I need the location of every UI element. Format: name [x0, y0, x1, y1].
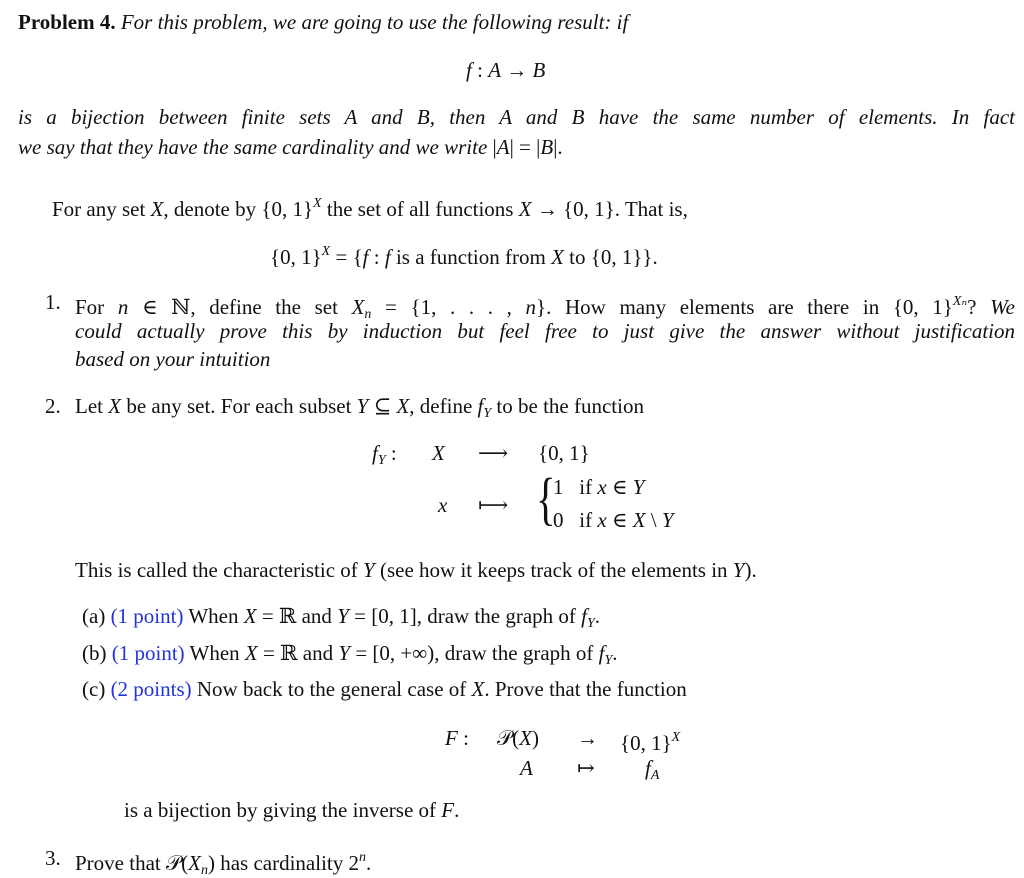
text-segment: ⊆ [368, 394, 397, 418]
text-segment: ) has cardinality 2 [207, 851, 359, 875]
text-segment: n [364, 307, 372, 322]
text-segment: For [75, 295, 118, 319]
text-segment: B [532, 58, 546, 82]
text-segment: we say that they have the same cardinality and we write [18, 135, 493, 159]
text-segment: {0, 1} [620, 731, 672, 755]
text-segment: f [581, 604, 587, 628]
text-segment: X [432, 441, 445, 465]
fy-domain [432, 440, 445, 466]
fy-mapsto [478, 492, 508, 518]
text-segment: X [243, 604, 257, 628]
text-segment: Y [337, 604, 349, 628]
text-segment: f [466, 58, 472, 82]
text-segment: Y [587, 616, 595, 631]
text-segment: ⟶ [478, 441, 509, 465]
text-segment: n [525, 295, 537, 319]
text-segment: For any set [52, 197, 151, 221]
text-segment: = ℝ and [256, 604, 338, 628]
part-a [82, 603, 600, 637]
text-segment: |. [553, 135, 563, 159]
question-1-number [45, 289, 61, 315]
text-segment: A [520, 756, 533, 780]
text-segment: This is called the characteristic of [75, 558, 364, 582]
F-image [645, 755, 659, 789]
text-segment: When [183, 604, 244, 628]
text-segment: A [488, 58, 502, 82]
text-segment: f [477, 394, 484, 418]
text-segment: f [372, 441, 378, 465]
text-segment: : [385, 441, 397, 465]
question-2-text [75, 393, 644, 427]
F-name [445, 725, 469, 751]
fy-name [372, 440, 397, 474]
text-segment: : [368, 245, 385, 269]
text-segment: Let [75, 394, 109, 418]
text-segment: → [577, 726, 598, 750]
text-segment: x [438, 493, 448, 517]
definition-text [52, 191, 688, 222]
text-segment: 2. [45, 394, 61, 418]
intro-line-3 [18, 134, 563, 160]
text-segment: (a) [82, 604, 111, 628]
text-segment: is a bijection between finite sets A and B, then A and B have the same number of elements. In fact [18, 105, 1015, 129]
text-segment: to be the function [491, 394, 644, 418]
part-b [82, 640, 618, 674]
point-value: (1 point) [110, 604, 184, 628]
characteristic-text [75, 557, 757, 583]
text-segment: When [184, 641, 245, 665]
text-segment: {0, 1} [270, 245, 322, 269]
text-segment: be any set. For each subset [121, 394, 357, 418]
text-segment: { [536, 466, 556, 531]
text-segment: f [598, 641, 605, 665]
bijection-formula [466, 57, 545, 83]
text-segment: 1. [45, 290, 61, 314]
text-segment: Y [632, 475, 645, 499]
text-segment: (c) [82, 677, 111, 701]
text-segment: x [597, 475, 607, 499]
text-segment: Y [363, 558, 375, 582]
text-segment: X [671, 730, 681, 745]
point-value: (1 point) [111, 641, 185, 665]
text-segment: n [117, 295, 129, 319]
text-segment: X [396, 394, 410, 418]
text-segment: Prove that 𝒫( [75, 851, 189, 875]
text-segment: Y [604, 653, 613, 668]
F-arrow [577, 725, 598, 751]
text-segment: X [321, 244, 331, 259]
inverse-text [124, 797, 459, 823]
text-segment: = ℝ and [257, 641, 339, 665]
text-segment: . [454, 798, 460, 822]
intro-line-2 [18, 104, 1015, 130]
text-segment: Y [356, 394, 369, 418]
text-segment: ∈ [606, 475, 633, 499]
text-segment: ↦ [577, 756, 595, 780]
point-value: (2 points) [110, 677, 192, 701]
F-var [520, 755, 533, 781]
text-segment: {0, 1} [538, 441, 590, 465]
F-codomain [620, 725, 680, 756]
text-segment: to {0, 1}}. [563, 245, 658, 269]
text-segment: X [471, 677, 485, 701]
text-segment: ? [967, 295, 991, 319]
text-segment: X [108, 394, 122, 418]
F-domain [497, 725, 539, 751]
text-segment: Y [732, 558, 745, 582]
text-segment: ) [531, 726, 539, 750]
text-segment: F [445, 726, 458, 750]
text-segment: | [492, 135, 497, 159]
question-3-text [75, 845, 371, 878]
text-segment: (b) [82, 641, 112, 665]
text-segment: X [518, 197, 532, 221]
text-segment: }. How many elements are there in {0, 1} [536, 295, 953, 319]
fy-case-1 [553, 474, 644, 500]
text-segment: F [441, 798, 455, 822]
text-segment: Xₙ [952, 294, 968, 309]
text-segment: . [594, 604, 601, 628]
text-segment: 0 if [553, 508, 598, 532]
text-segment: , define [409, 394, 478, 418]
fy-arrow [478, 440, 508, 466]
fy-codomain [538, 440, 590, 466]
text-segment: X [551, 245, 564, 269]
text-segment: X [519, 726, 532, 750]
text-segment: is a bijection by giving the inverse of [124, 798, 442, 822]
text-segment: For this problem, we are going to use the following result: if [115, 10, 629, 34]
text-segment: Problem 4. [18, 10, 116, 34]
text-segment: the set of all functions [321, 197, 519, 221]
text-segment: Y [377, 453, 386, 468]
text-segment: = [0, 1], draw the graph of [348, 604, 582, 628]
text-segment: B [540, 135, 554, 159]
text-segment: | = | [509, 135, 541, 159]
text-segment: = {1, . . . , [371, 295, 526, 319]
fy-case-2 [553, 507, 674, 533]
text-segment: → {0, 1}. That is, [531, 197, 688, 221]
text-segment: ∈ ℕ, define the set [128, 295, 352, 319]
text-segment: X [313, 196, 322, 211]
text-segment: (see how it keeps track of the elements in [374, 558, 733, 582]
text-segment: \ [645, 508, 662, 532]
text-segment: X [188, 851, 201, 875]
text-segment: Now back to the general case of [191, 677, 472, 701]
text-segment: Y [483, 406, 492, 421]
text-segment: We [990, 295, 1015, 319]
F-mapsto [577, 755, 595, 781]
question-1-line-3 [75, 346, 270, 372]
text-segment: 𝒫( [497, 726, 520, 750]
question-1-line-2 [75, 318, 1015, 344]
text-segment: X [244, 641, 258, 665]
text-segment: A [496, 135, 510, 159]
text-segment: . Prove that the function [484, 677, 687, 701]
text-segment: x [597, 508, 607, 532]
text-segment: ). [744, 558, 757, 582]
text-segment: , denote by {0, 1} [163, 197, 314, 221]
text-segment: A [650, 768, 660, 783]
text-segment: f [362, 245, 369, 269]
text-segment: ⟼ [478, 493, 509, 517]
text-segment: X [150, 197, 164, 221]
question-3-number [45, 845, 61, 871]
text-segment: . [365, 851, 372, 875]
text-segment: could actually prove this by induction but feel free to just give the answer without justification [75, 319, 1015, 343]
fy-var [438, 492, 447, 518]
text-segment: based on your intuition [75, 347, 271, 371]
text-segment: : [471, 58, 489, 82]
text-segment: ∈ [606, 508, 633, 532]
text-segment: Y [338, 641, 351, 665]
text-segment: n [200, 863, 208, 878]
definition-equation [270, 239, 658, 270]
text-segment: . [612, 641, 618, 665]
text-segment: f [384, 245, 391, 269]
text-segment: 3. [45, 846, 61, 870]
question-2-number [45, 393, 61, 419]
text-segment: : [457, 726, 469, 750]
text-segment: is a function from [390, 245, 552, 269]
text-segment: = [0, +∞), draw the graph of [350, 641, 599, 665]
text-segment: Y [661, 508, 674, 532]
text-segment: → [501, 58, 533, 82]
text-segment: X [351, 295, 365, 319]
text-segment: n [358, 850, 366, 865]
part-c [82, 676, 687, 702]
text-segment: X [632, 508, 646, 532]
text-segment: 1 if [553, 475, 598, 499]
text-segment: f [645, 756, 651, 780]
problem-intro [18, 9, 628, 35]
text-segment: = { [330, 245, 363, 269]
